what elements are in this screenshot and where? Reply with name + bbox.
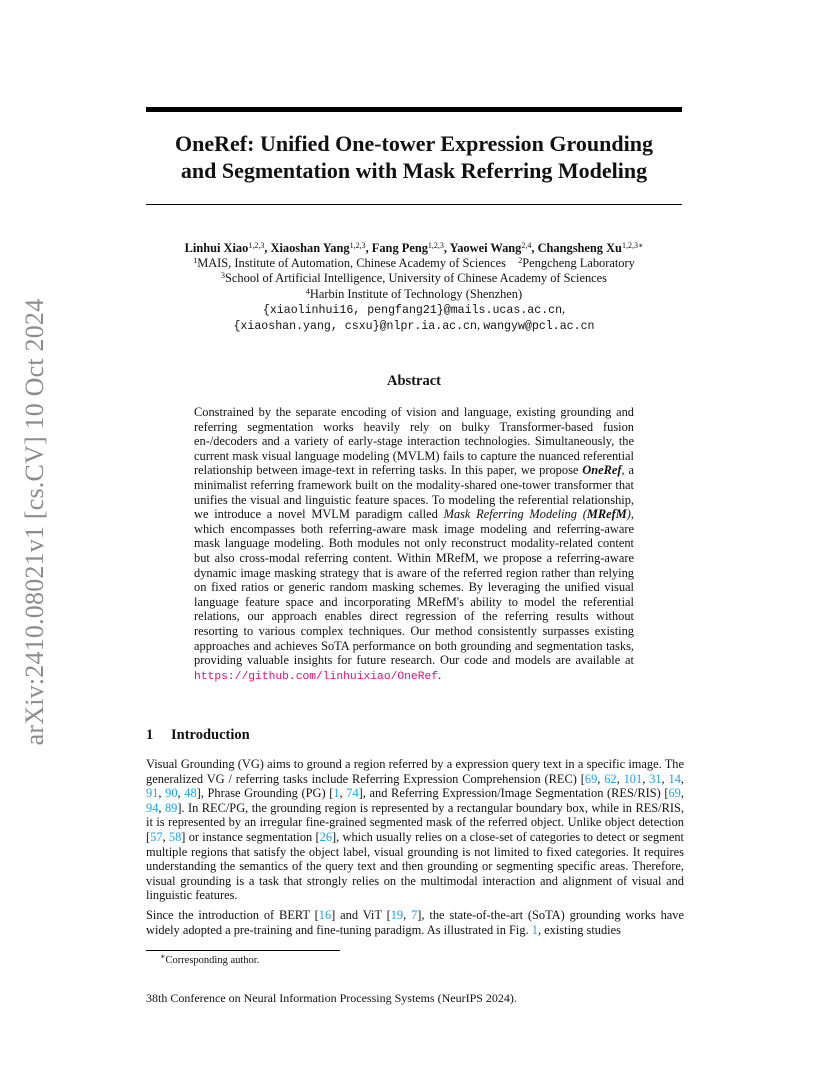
figure-link[interactable]: 1: [531, 922, 538, 937]
citation-link[interactable]: 69: [584, 771, 598, 786]
citation-link[interactable]: 16: [318, 907, 332, 922]
footnote-text: Corresponding author.: [165, 955, 260, 966]
citation-link[interactable]: 101: [623, 771, 643, 786]
title-line-2: and Segmentation with Mask Referring Modeling: [180, 158, 648, 183]
email-line-2: {xiaoshan.yang, csxu}@nlpr.ia.ac.cn, wangyw@pcl.ac.cn: [233, 318, 595, 334]
citation-link[interactable]: 57: [150, 829, 163, 844]
text-segment: ] or instance segmentation [: [181, 829, 320, 844]
intro-paragraph-1: Visual Grounding (VG) aims to ground a region referred by a expression query text in a specific image. The generalized VG / referring tasks include Referring Expression Comprehension (REC) [69, 62, 101, 31, 14, 91, 90, 48], Phrase Grounding (PG) [1, 74], and Referring Expression/Image Segmentation (RES/RIS) [69, 94, 89]. In REC/PG, the grounding region is represented by a rectangular boundary box, while in RES/RIS, it is represented by an irregular fine-grained segmented mask of the referred object. Unlike object detection [57, 58] or instance segmentation [26], which usually relies on a close-set of categories to detect or segment multiple regions that satisfy the object label, visual grounding is not limited to fixed categories. It requires understanding the semantics of the query text and then grounding or segmenting specific areas. Therefore, visual grounding is a task that strongly relies on the multimodal interaction and alignment of visual and linguistic features.: [146, 757, 685, 903]
paradigm-close: ): [626, 507, 631, 522]
intro-paragraph-2: Since the introduction of BERT [16] and ViT [19, 7], the state-of-the-art (SoTA) grounding works have widely adopted a pre-training and fine-tuning paradigm. As illustrated in Fig. 1, existing studies: [146, 907, 684, 937]
citation-link[interactable]: 90: [165, 786, 178, 801]
citation-link[interactable]: 48: [184, 786, 197, 801]
affil-mark: 1: [193, 256, 198, 266]
footnote-rule: [146, 950, 340, 951]
email[interactable]: {xiaoshan.yang, csxu}@nlpr.ia.ac.cn: [233, 320, 477, 334]
affiliation-line-1: [120, 256, 708, 271]
citation-link[interactable]: 7: [411, 907, 418, 922]
section-heading-introduction: [146, 727, 250, 744]
paradigm-name: Mask Referring Modeling (: [443, 507, 587, 522]
citation-link[interactable]: 14: [668, 771, 681, 786]
affiliation: School of Artificial Intelligence, University of Chinese Academy of Sciences: [225, 271, 607, 286]
citation-link[interactable]: 91: [146, 786, 159, 801]
section-title: Introduction: [171, 727, 250, 743]
footnote: [160, 952, 260, 966]
abstract-segment: Constrained by the separate encoding of vision and language, existing grounding and referring segmentation works heavily rely on bulky Transformer-based fusion en-/decoders and a variety of early-stage interaction technologies. Simultaneously, the current mask visual language modeling (MVLM) fails to capture the nuanced referential relationship between image-text in referring tasks. In this paper, we propose: [194, 405, 634, 478]
text-segment: , existing studies: [537, 922, 621, 937]
code-link[interactable]: https://github.com/linhuixiao/OneRef: [194, 670, 439, 683]
affil-mark: 4: [305, 286, 310, 296]
citation-link[interactable]: 26: [319, 829, 333, 844]
abstract-heading: Abstract: [387, 373, 441, 389]
author-name: Xiaoshan Yang: [270, 241, 350, 255]
abstract-segment: , a minimalist referring framework built on the modality-shared one-tower transformer that unifies the visual and linguistic feature spaces. To modeling the referential relationship, we introduce a novel MVLM paradigm called: [194, 463, 635, 522]
arxiv-sidebar: [18, 282, 52, 762]
author-name: Fang Peng: [371, 241, 428, 255]
abstract-end: .: [438, 667, 442, 682]
text-segment: ] and ViT [: [331, 907, 391, 922]
title-line-1: OneRef: Unified One-tower Expression Grounding: [175, 131, 653, 156]
text-segment: Visual Grounding (VG) aims to ground a region referred by a expression query text in a specific image. The generalized VG / referring tasks include Referring Expression Comprehension (REC) [: [146, 757, 684, 786]
email[interactable]: wangyw@pcl.ac.cn: [483, 320, 595, 334]
affiliation-line-3: [120, 287, 708, 302]
conference-notice: 38th Conference on Neural Information Processing Systems (NeurIPS 2024).: [146, 991, 517, 1005]
abstract-text: [194, 405, 634, 684]
paper-title: [146, 130, 682, 184]
footnote-mark: ∗: [160, 952, 166, 961]
arxiv-identifier: arXiv:2410.08021v1 [cs.CV] 10 Oct 2024: [20, 298, 49, 746]
affil-mark: 2: [518, 256, 523, 266]
affiliation: Harbin Institute of Technology (Shenzhen): [309, 286, 523, 301]
text-segment: ], Phrase Grounding (PG) [: [196, 786, 334, 801]
author-affil-mark: 2,4: [521, 241, 532, 250]
citation-link[interactable]: 62: [604, 771, 617, 786]
affil-mark: 3: [221, 271, 226, 281]
affiliation-line-2: [120, 271, 708, 286]
text-segment: ], the state-of-the-art (SoTA) grounding works have widely adopted a pre-training and fine-tuning paradigm. As illustrated in Fig.: [146, 907, 684, 937]
citation-link[interactable]: 58: [168, 829, 182, 844]
method-name: OneRef: [582, 463, 622, 478]
author-list: Linhui Xiao$^{1,2,3}$, Xiaoshan Yang$^{1,2,3}$, Fang Peng$^{1,2,3}$, Yaowei Wang$^{2,4}$, Changsheng $Xu^{1,2,3∗}$: [184, 241, 644, 255]
citation-link[interactable]: 74: [346, 786, 359, 801]
author-name: Linhui Xiao: [184, 241, 249, 255]
citation-link[interactable]: 69: [668, 786, 681, 801]
paradigm-abbrev: MRefM: [586, 507, 627, 522]
citation-link[interactable]: 1: [333, 786, 340, 801]
title-rule-top: [146, 107, 682, 112]
abstract-segment: , which encompasses both referring-aware mask image modeling and referring-aware mask language modeling. Both modules not only reconstruct modality-related content but also cross-modal referring content. Within MRefM, we propose a referring-aware dynamic image masking strategy that is aware of the referred region rather than relying on fixed ratios or generic random masking schemes. By leveraging the unified visual language feature space and incorporating MRefM's ability to model the referential relations, our approach enables direct regression of the referring results without resorting to various complex techniques. Our method consistently surpasses existing approaches and achieves SoTA performance on both grounding and segmentation tasks, providing valuable insights for future research. Our code and models are available at: [194, 507, 635, 668]
text-segment: ], and Referring Expression/Image Segmentation (RES/RIS) [: [358, 786, 669, 801]
email[interactable]: {xiaolinhui16, pengfang21}@mails.ucas.ac.cn: [262, 303, 563, 317]
affiliation: Pengcheng Laboratory: [522, 256, 635, 271]
section-number: 1: [146, 727, 154, 743]
title-rule-bottom: [146, 204, 682, 205]
introduction-text: [146, 757, 684, 942]
author-affil-mark: 1,2,3: [427, 241, 444, 250]
author-block: [120, 241, 708, 334]
text-segment: ], which usually relies on a close-set of categories to detect or segment multiple regions that satisfy the object label, visual grounding is not limited to fixed categories. It requires understanding the semantics of the query text and then grounding or segmenting specific areas. Therefore, visual grounding is a task that strongly relies on the multimodal interaction and alignment of visual and linguistic features.: [146, 829, 684, 903]
author-affil-mark: 1,2,3: [349, 241, 366, 250]
author-name: Changsheng Xu: [537, 241, 622, 255]
text-segment: Since the introduction of BERT [: [146, 907, 319, 922]
author-affil-mark: 1,2,3∗: [621, 241, 644, 250]
citation-link[interactable]: 94: [146, 800, 159, 815]
citation-link[interactable]: 19: [390, 907, 404, 922]
email-line-1: {xiaolinhui16, pengfang21}@mails.ucas.ac.cn,: [262, 301, 566, 317]
affiliation: MAIS, Institute of Automation, Chinese Academy of Sciences: [197, 256, 506, 271]
citation-link[interactable]: 31: [649, 771, 662, 786]
author-affil-mark: 1,2,3: [248, 241, 265, 250]
text-segment: ]. In REC/PG, the grounding region is represented by a rectangular boundary box, while in RES/RIS, it is represented by an irregular fine-grained segmented mask of the referred object. Unlike object detection [: [146, 800, 684, 844]
citation-link[interactable]: 89: [164, 800, 178, 815]
author-name: Yaowei Wang: [449, 241, 522, 255]
